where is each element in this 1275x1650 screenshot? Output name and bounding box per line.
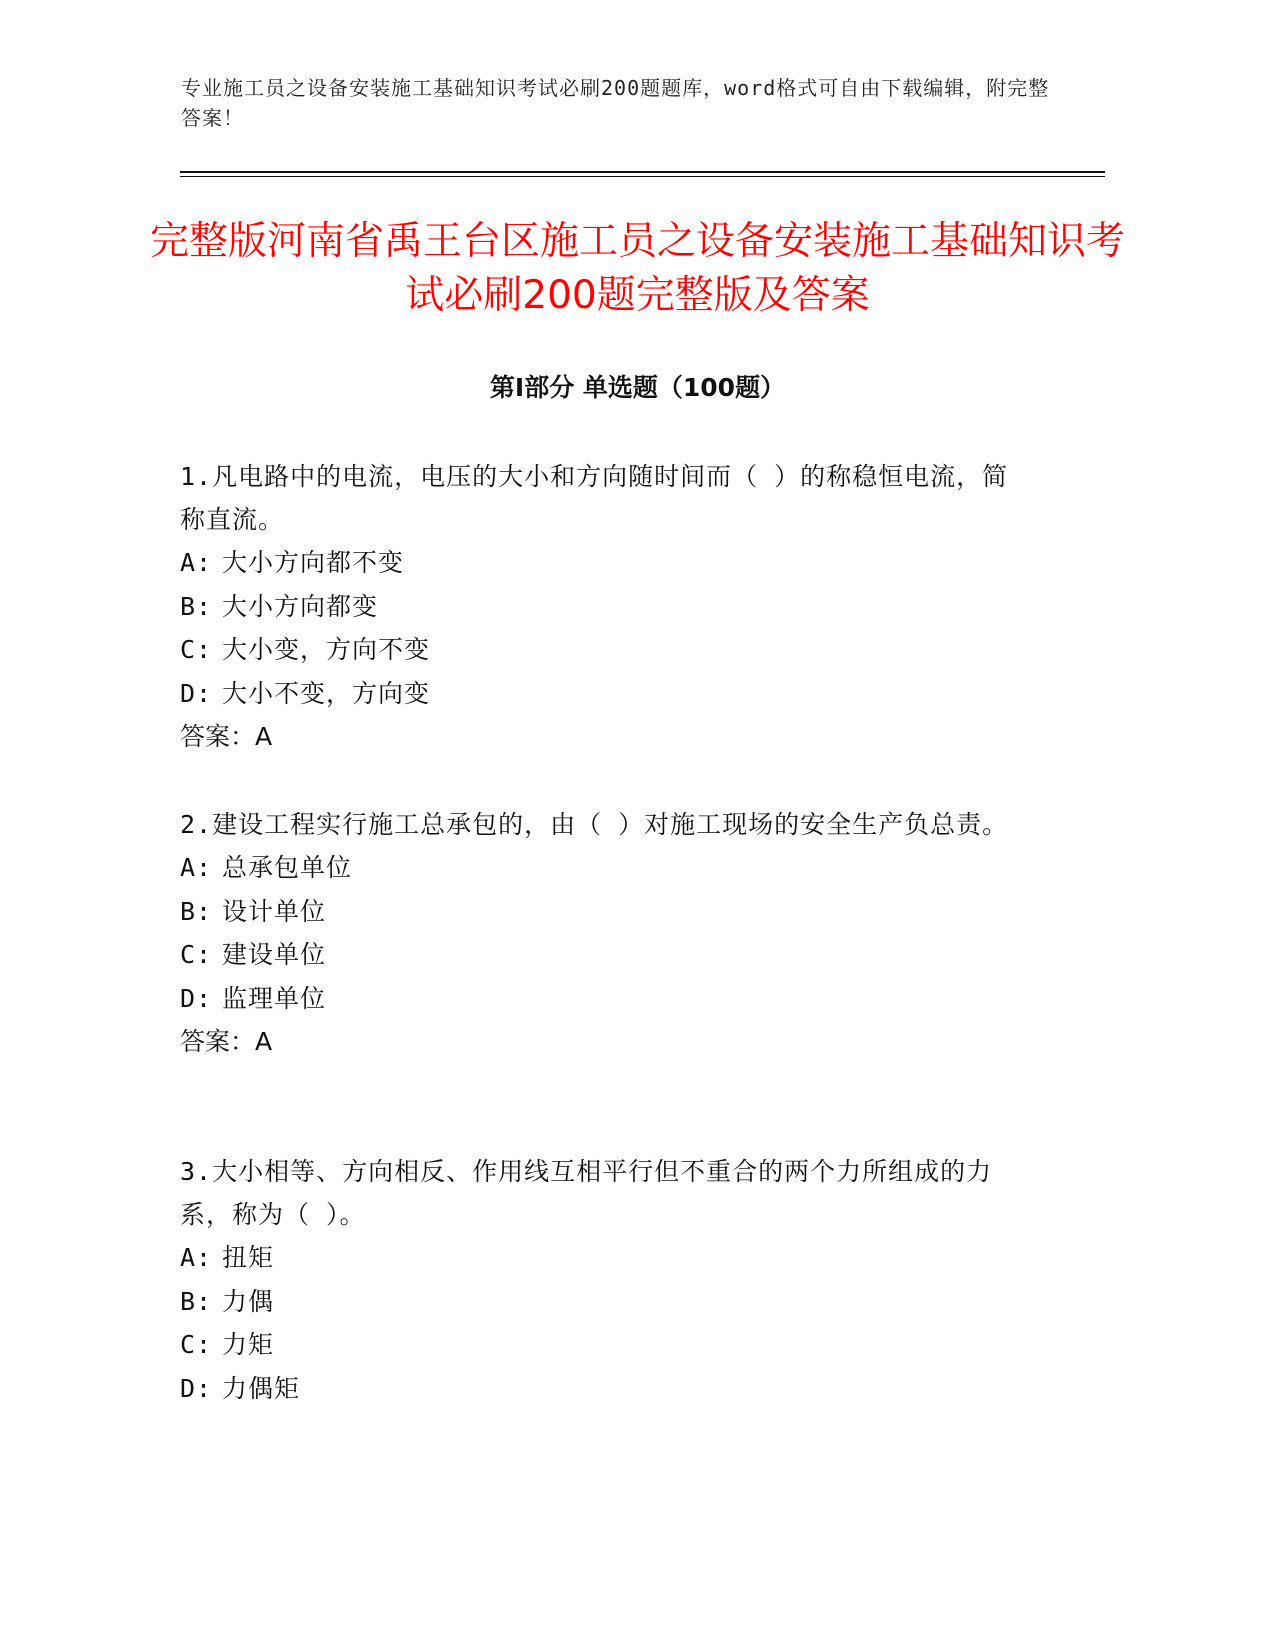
option-text: 总承包单位 <box>222 853 353 882</box>
section-title: 第Ⅰ部分 单选题（100题） <box>489 373 786 402</box>
option-key: A: <box>180 1243 213 1272</box>
option-d <box>180 977 1030 1021</box>
header-rule-thick <box>180 171 1105 173</box>
option-text: 力偶矩 <box>222 1373 301 1403</box>
option-key: C: <box>180 940 213 969</box>
option-text: 设计单位 <box>222 896 327 926</box>
option-key: B: <box>180 591 213 621</box>
option-text: 力矩 <box>222 1330 275 1359</box>
option-key: C: <box>180 635 213 664</box>
option-c <box>180 628 1030 672</box>
option-text: 建设单位 <box>222 940 327 969</box>
option-key: B: <box>180 896 213 926</box>
answer: 答案：A <box>180 722 273 751</box>
option-a <box>180 541 1030 585</box>
option-text: 力偶 <box>222 1286 275 1316</box>
option-text: 大小不变，方向变 <box>222 678 431 708</box>
option-key: D: <box>180 678 213 708</box>
option-b <box>180 890 1030 934</box>
answer: 答案：A <box>180 1027 273 1056</box>
question-stem: 2.建设工程实行施工总承包的，由（ ）对施工现场的安全生产负总责。 <box>180 810 1009 839</box>
option-c <box>180 1323 1030 1367</box>
option-text: 大小方向都变 <box>222 591 379 621</box>
question-3 <box>180 1150 1030 1410</box>
option-key: D: <box>180 983 213 1013</box>
option-d <box>180 672 1030 716</box>
document-title: 完整版河南省禹王台区施工员之设备安装施工基础知识考试必刷200题完整版及答案 <box>150 219 1126 318</box>
option-text: 监理单位 <box>222 983 327 1013</box>
header-rule-thin <box>180 176 1105 177</box>
header-note: 专业施工员之设备安装施工基础知识考试必刷200题题库，word格式可自由下载编辑，附完整答案！ <box>181 76 1050 130</box>
option-text: 扭矩 <box>222 1243 275 1272</box>
option-d <box>180 1367 1030 1411</box>
option-c <box>180 933 1030 977</box>
option-b <box>180 1280 1030 1324</box>
option-a <box>180 846 1030 890</box>
question-2 <box>180 803 1030 1063</box>
option-text: 大小变，方向不变 <box>222 635 431 664</box>
option-key: C: <box>180 1330 213 1359</box>
option-key: A: <box>180 853 213 882</box>
option-a <box>180 1236 1030 1280</box>
option-text: 大小方向都不变 <box>222 548 405 577</box>
question-stem: 1.凡电路中的电流，电压的大小和方向随时间而（ ）的称稳恒电流，简称直流。 <box>180 462 1009 534</box>
question-stem: 3.大小相等、方向相反、作用线互相平行但不重合的两个力所组成的力系，称为（ ）。 <box>180 1157 993 1229</box>
option-b <box>180 585 1030 629</box>
option-key: B: <box>180 1286 213 1316</box>
question-1 <box>180 455 1030 758</box>
option-key: D: <box>180 1373 213 1403</box>
option-key: A: <box>180 548 213 577</box>
